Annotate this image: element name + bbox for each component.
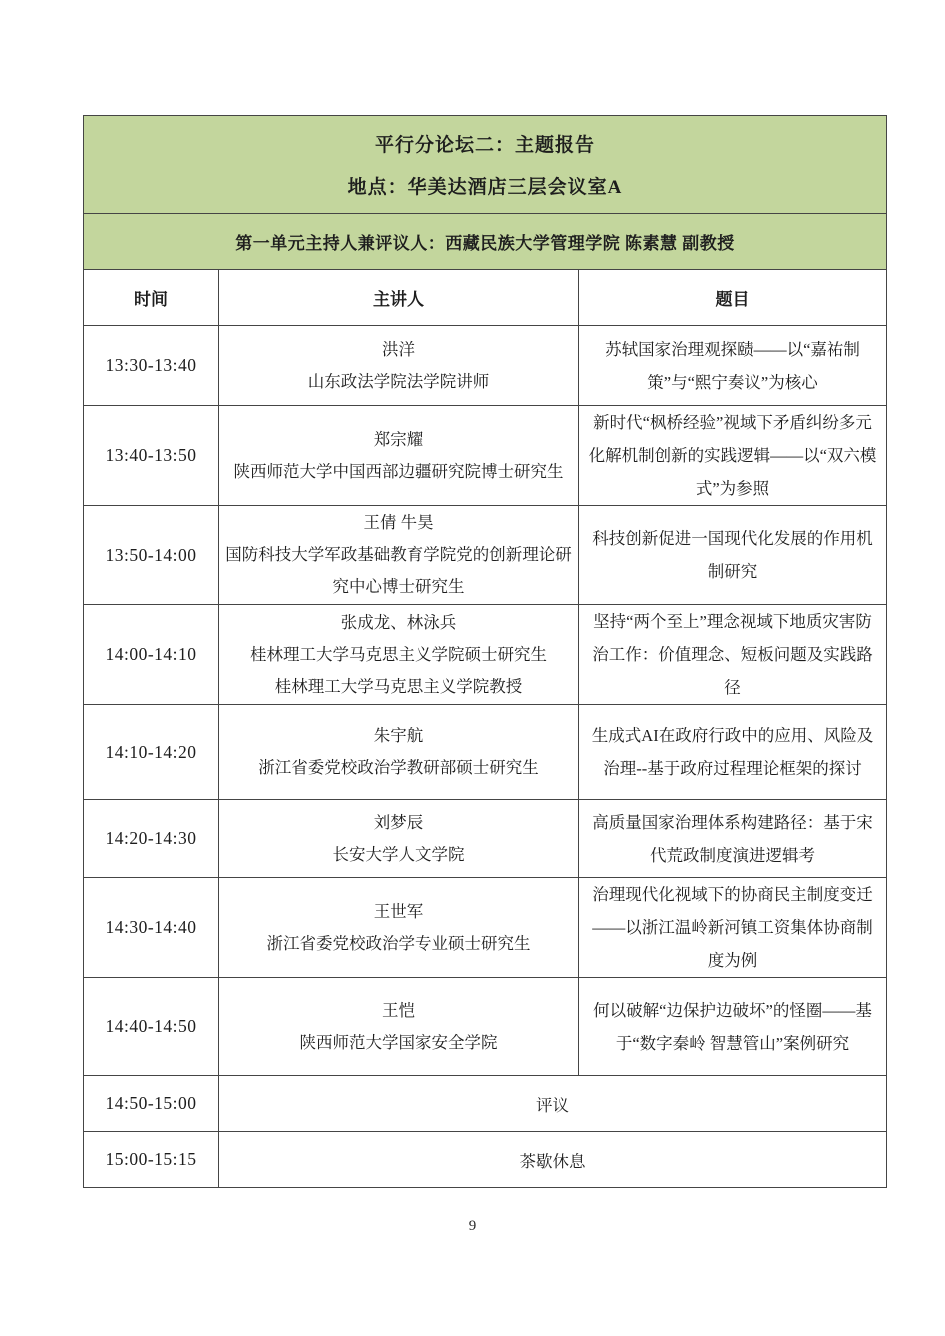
unit-header-row <box>84 214 887 270</box>
speaker-name: 王世军 <box>373 901 424 921</box>
time-cell: 14:40-14:50 <box>84 978 219 1076</box>
time-cell: 14:20-14:30 <box>84 800 219 878</box>
unit-header: 第一单元主持人兼评议人：西藏民族大学管理学院 陈素慧 副教授 <box>84 214 887 270</box>
column-header-row <box>84 270 887 326</box>
speaker-affiliation: 浙江省委党校政治学教研部硕士研究生 <box>258 758 539 777</box>
time-cell: 13:30-13:40 <box>84 326 219 406</box>
speaker-affiliation: 国防科技大学军政基础教育学院党的创新理论研究中心博士研究生 <box>225 545 572 596</box>
speaker-affiliation: 浙江省委党校政治学专业硕士研究生 <box>266 933 531 953</box>
column-header-topic: 题目 <box>579 270 887 326</box>
activity-cell: 茶歇休息 <box>219 1132 887 1188</box>
speaker-affiliation: 陕西师范大学国家安全学院 <box>299 1032 498 1052</box>
speaker-cell <box>219 800 579 878</box>
speaker-affiliation: 桂林理工大学马克思主义学院硕士研究生 <box>250 644 547 664</box>
table-row <box>84 506 887 605</box>
forum-title-row <box>84 116 887 214</box>
speaker-name: 刘梦辰 <box>373 812 424 832</box>
topic-cell: 坚持“两个至上”理念视域下地质灾害防治工作：价值理念、短板问题及实践路径 <box>579 605 887 705</box>
topic-cell: 何以破解“边保护边破坏”的怪圈——基于“数字秦岭 智慧管山”案例研究 <box>579 978 887 1076</box>
forum-location: 地点：华美达酒店三层会议室A <box>347 176 623 198</box>
speaker-cell <box>219 506 579 605</box>
forum-title-cell <box>84 116 887 214</box>
speaker-affiliation: 长安大学人文学院 <box>332 844 465 864</box>
speaker-name: 洪洋 <box>382 339 415 359</box>
speaker-name: 王恺 <box>382 1000 415 1020</box>
page-number: 9 <box>468 1218 477 1234</box>
time-cell: 13:50-14:00 <box>84 506 219 605</box>
table-row <box>84 978 887 1076</box>
time-cell: 13:40-13:50 <box>84 406 219 506</box>
speaker-name: 郑宗耀 <box>373 429 424 449</box>
speaker-name: 张成龙、林泳兵 <box>340 612 457 632</box>
table-row <box>84 878 887 978</box>
speaker-cell <box>219 978 579 1076</box>
table-row-tea-break <box>84 1132 887 1188</box>
speaker-cell <box>219 326 579 406</box>
schedule-table <box>83 115 887 1188</box>
speaker-cell <box>219 605 579 705</box>
topic-cell: 高质量国家治理体系构建路径：基于宋代荒政制度演进逻辑考 <box>579 800 887 878</box>
speaker-affiliation: 山东政法学院法学院讲师 <box>307 371 490 391</box>
speaker-cell <box>219 878 579 978</box>
speaker-name: 朱宇航 <box>373 726 424 745</box>
speaker-cell <box>219 406 579 506</box>
time-cell: 14:30-14:40 <box>84 878 219 978</box>
table-row <box>84 605 887 705</box>
topic-cell: 治理现代化视域下的协商民主制度变迁——以浙江温岭新河镇工资集体协商制度为例 <box>579 878 887 978</box>
speaker-name: 王倩 牛昊 <box>363 513 434 532</box>
topic-cell: 苏轼国家治理观探赜——以“嘉祐制策”与“熙宁奏议”为核心 <box>579 326 887 406</box>
time-cell: 14:00-14:10 <box>84 605 219 705</box>
table-row <box>84 705 887 800</box>
table-row-review <box>84 1076 887 1132</box>
time-cell: 15:00-15:15 <box>84 1132 219 1188</box>
activity-cell: 评议 <box>219 1076 887 1132</box>
table-row <box>84 326 887 406</box>
speaker-affiliation-2: 桂林理工大学马克思主义学院教授 <box>274 676 523 696</box>
table-row <box>84 800 887 878</box>
speaker-cell <box>219 705 579 800</box>
column-header-time: 时间 <box>84 270 219 326</box>
forum-title: 平行分论坛二：主题报告 <box>375 135 596 157</box>
speaker-affiliation: 陕西师范大学中国西部边疆研究院博士研究生 <box>233 461 564 481</box>
topic-cell: 生成式AI在政府行政中的应用、风险及治理--基于政府过程理论框架的探讨 <box>579 705 887 800</box>
time-cell: 14:50-15:00 <box>84 1076 219 1132</box>
topic-cell: 新时代“枫桥经验”视域下矛盾纠纷多元化解机制创新的实践逻辑——以“双六模式”为参照 <box>579 406 887 506</box>
time-cell: 14:10-14:20 <box>84 705 219 800</box>
table-row <box>84 406 887 506</box>
column-header-speaker: 主讲人 <box>219 270 579 326</box>
topic-cell: 科技创新促进一国现代化发展的作用机制研究 <box>579 506 887 605</box>
